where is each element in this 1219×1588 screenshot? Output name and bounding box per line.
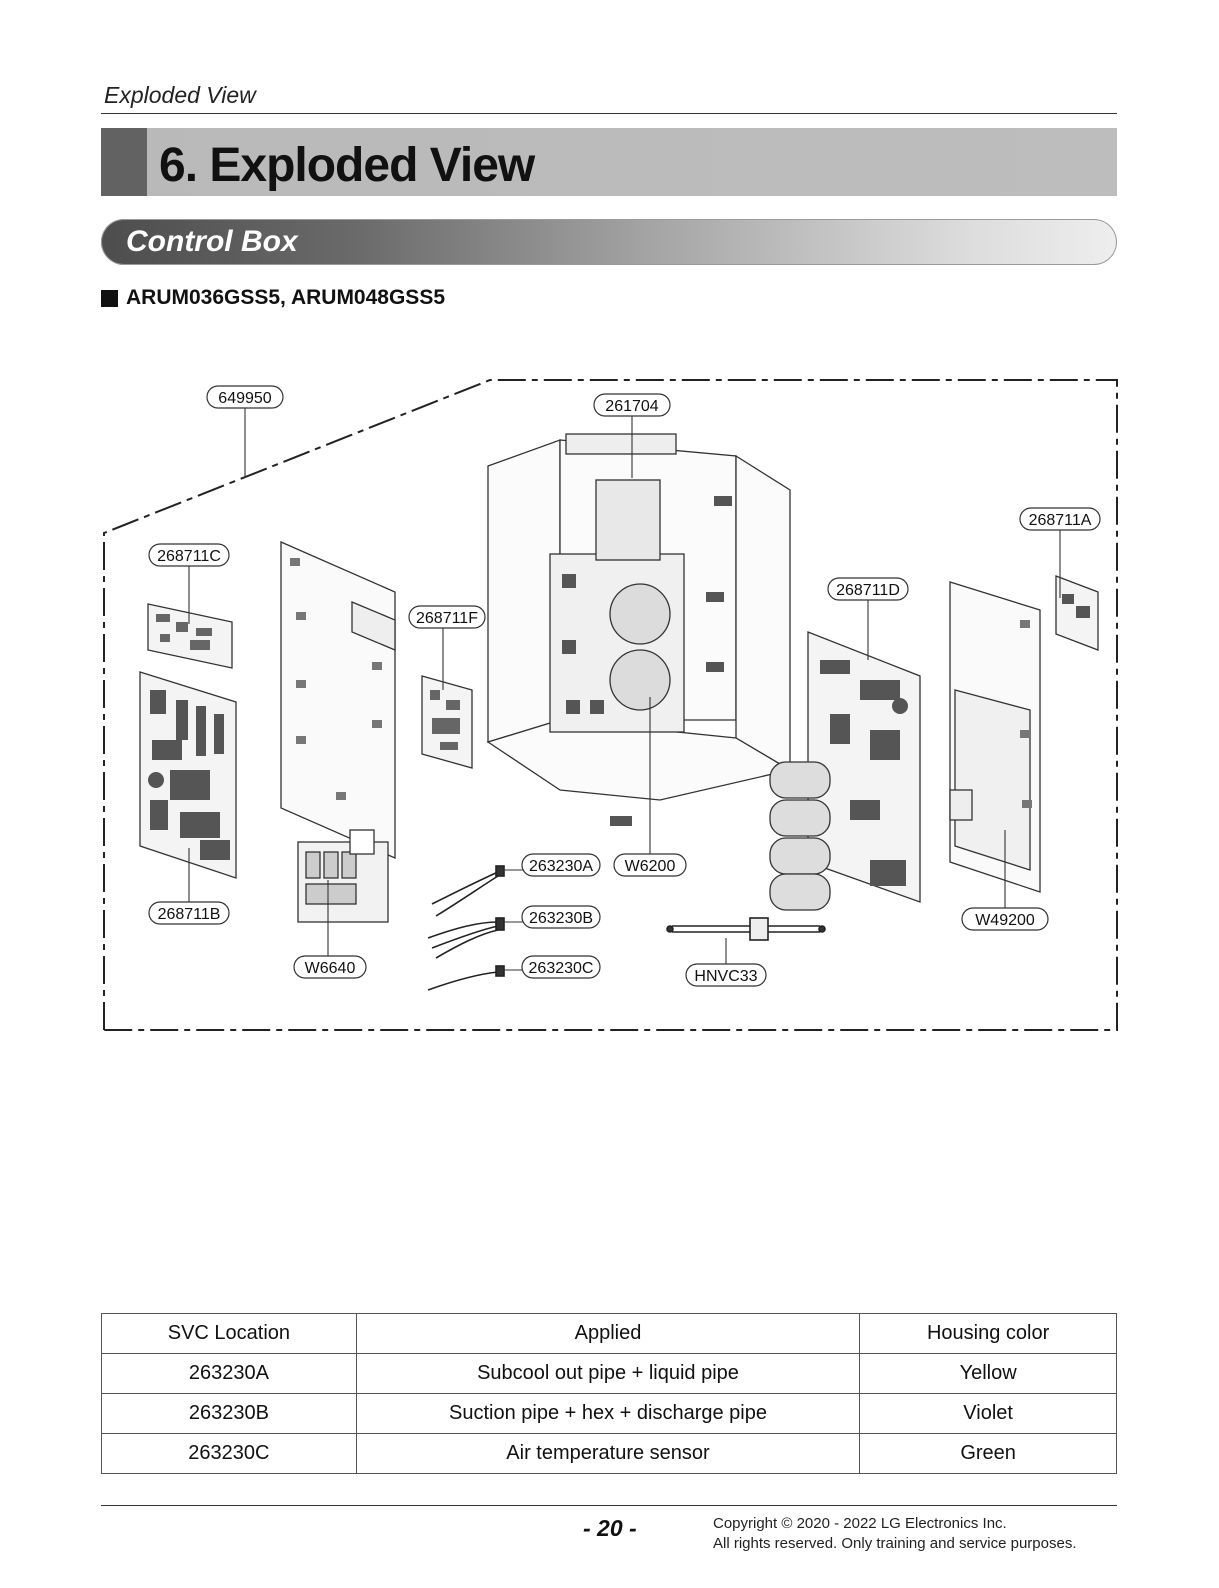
page-number: - 20 - — [583, 1515, 637, 1541]
pcb-268711f-illustration — [422, 676, 472, 768]
callout-268711c — [149, 544, 229, 566]
table-cell: Violet — [860, 1394, 1117, 1434]
callout-268711b — [149, 902, 229, 924]
copyright-line-1: Copyright © 2020 - 2022 LG Electronics Inc. — [713, 1515, 1007, 1532]
svg-text:263230C: 263230C — [528, 960, 594, 977]
plate-w49200-illustration — [950, 582, 1040, 892]
table-header-cell: Applied — [356, 1314, 859, 1354]
svg-text:W49200: W49200 — [975, 912, 1035, 929]
callout-hnvc33 — [686, 964, 766, 986]
svg-text:268711B: 268711B — [157, 906, 221, 923]
table-row — [102, 1394, 1117, 1434]
model-list: ARUM036GSS5, ARUM048GSS5 — [126, 286, 445, 309]
callout-263230b — [522, 906, 600, 928]
copyright-notice — [713, 1514, 1077, 1554]
section-title: Control Box — [126, 225, 298, 258]
callout-268711a — [1020, 508, 1100, 530]
pcb-268711b-illustration — [140, 672, 236, 878]
callout-w6640 — [294, 956, 366, 978]
table-cell: 263230B — [102, 1394, 357, 1434]
temperature-sensor-illustrations — [428, 866, 504, 990]
footer-rule — [101, 1505, 1117, 1506]
callout-w49200 — [962, 908, 1048, 930]
pcb-268711a-illustration — [1056, 576, 1098, 650]
table-header-cell: SVC Location — [102, 1314, 357, 1354]
svg-text:268711F: 268711F — [416, 610, 478, 627]
table-cell: Air temperature sensor — [356, 1434, 859, 1474]
table-row — [102, 1434, 1117, 1474]
svg-text:261704: 261704 — [605, 398, 659, 415]
mounting-plate-illustration — [281, 542, 395, 922]
table-header-row — [102, 1314, 1117, 1354]
table-cell: Subcool out pipe + liquid pipe — [356, 1354, 859, 1394]
svg-text:649950: 649950 — [218, 390, 272, 407]
svg-text:HNVC33: HNVC33 — [694, 968, 758, 985]
table-cell: 263230A — [102, 1354, 357, 1394]
svg-text:263230A: 263230A — [528, 858, 594, 875]
pcb-268711c-illustration — [148, 604, 232, 668]
svg-text:W6200: W6200 — [624, 858, 676, 875]
callout-649950 — [207, 386, 283, 408]
pcb-268711d-illustration — [770, 632, 920, 910]
callout-263230a — [522, 854, 600, 876]
svc-location-table — [101, 1313, 1117, 1474]
callout-261704 — [594, 394, 670, 416]
table-header-cell: Housing color — [860, 1314, 1117, 1354]
table-cell: Yellow — [860, 1354, 1117, 1394]
svg-text:268711D: 268711D — [836, 582, 900, 599]
callout-268711d — [828, 578, 908, 600]
svg-text:268711C: 268711C — [157, 548, 221, 565]
running-header: Exploded View — [104, 82, 256, 108]
table-row — [102, 1354, 1117, 1394]
callout-268711f — [409, 606, 485, 628]
table-cell: Suction pipe + hex + discharge pipe — [356, 1394, 859, 1434]
hnvc33-cable-illustration — [667, 918, 825, 940]
callout-263230c — [522, 956, 600, 978]
svg-text:263230B: 263230B — [528, 910, 594, 927]
table-cell: Green — [860, 1434, 1117, 1474]
chapter-title: 6. Exploded View — [159, 139, 535, 192]
table-cell: 263230C — [102, 1434, 357, 1474]
svg-text:268711A: 268711A — [1028, 512, 1092, 529]
svg-text:W6640: W6640 — [304, 960, 356, 977]
control-box-housing-illustration — [488, 434, 790, 826]
callout-w6200 — [614, 854, 686, 876]
copyright-line-2: All rights reserved. Only training and service purposes. — [713, 1535, 1077, 1552]
